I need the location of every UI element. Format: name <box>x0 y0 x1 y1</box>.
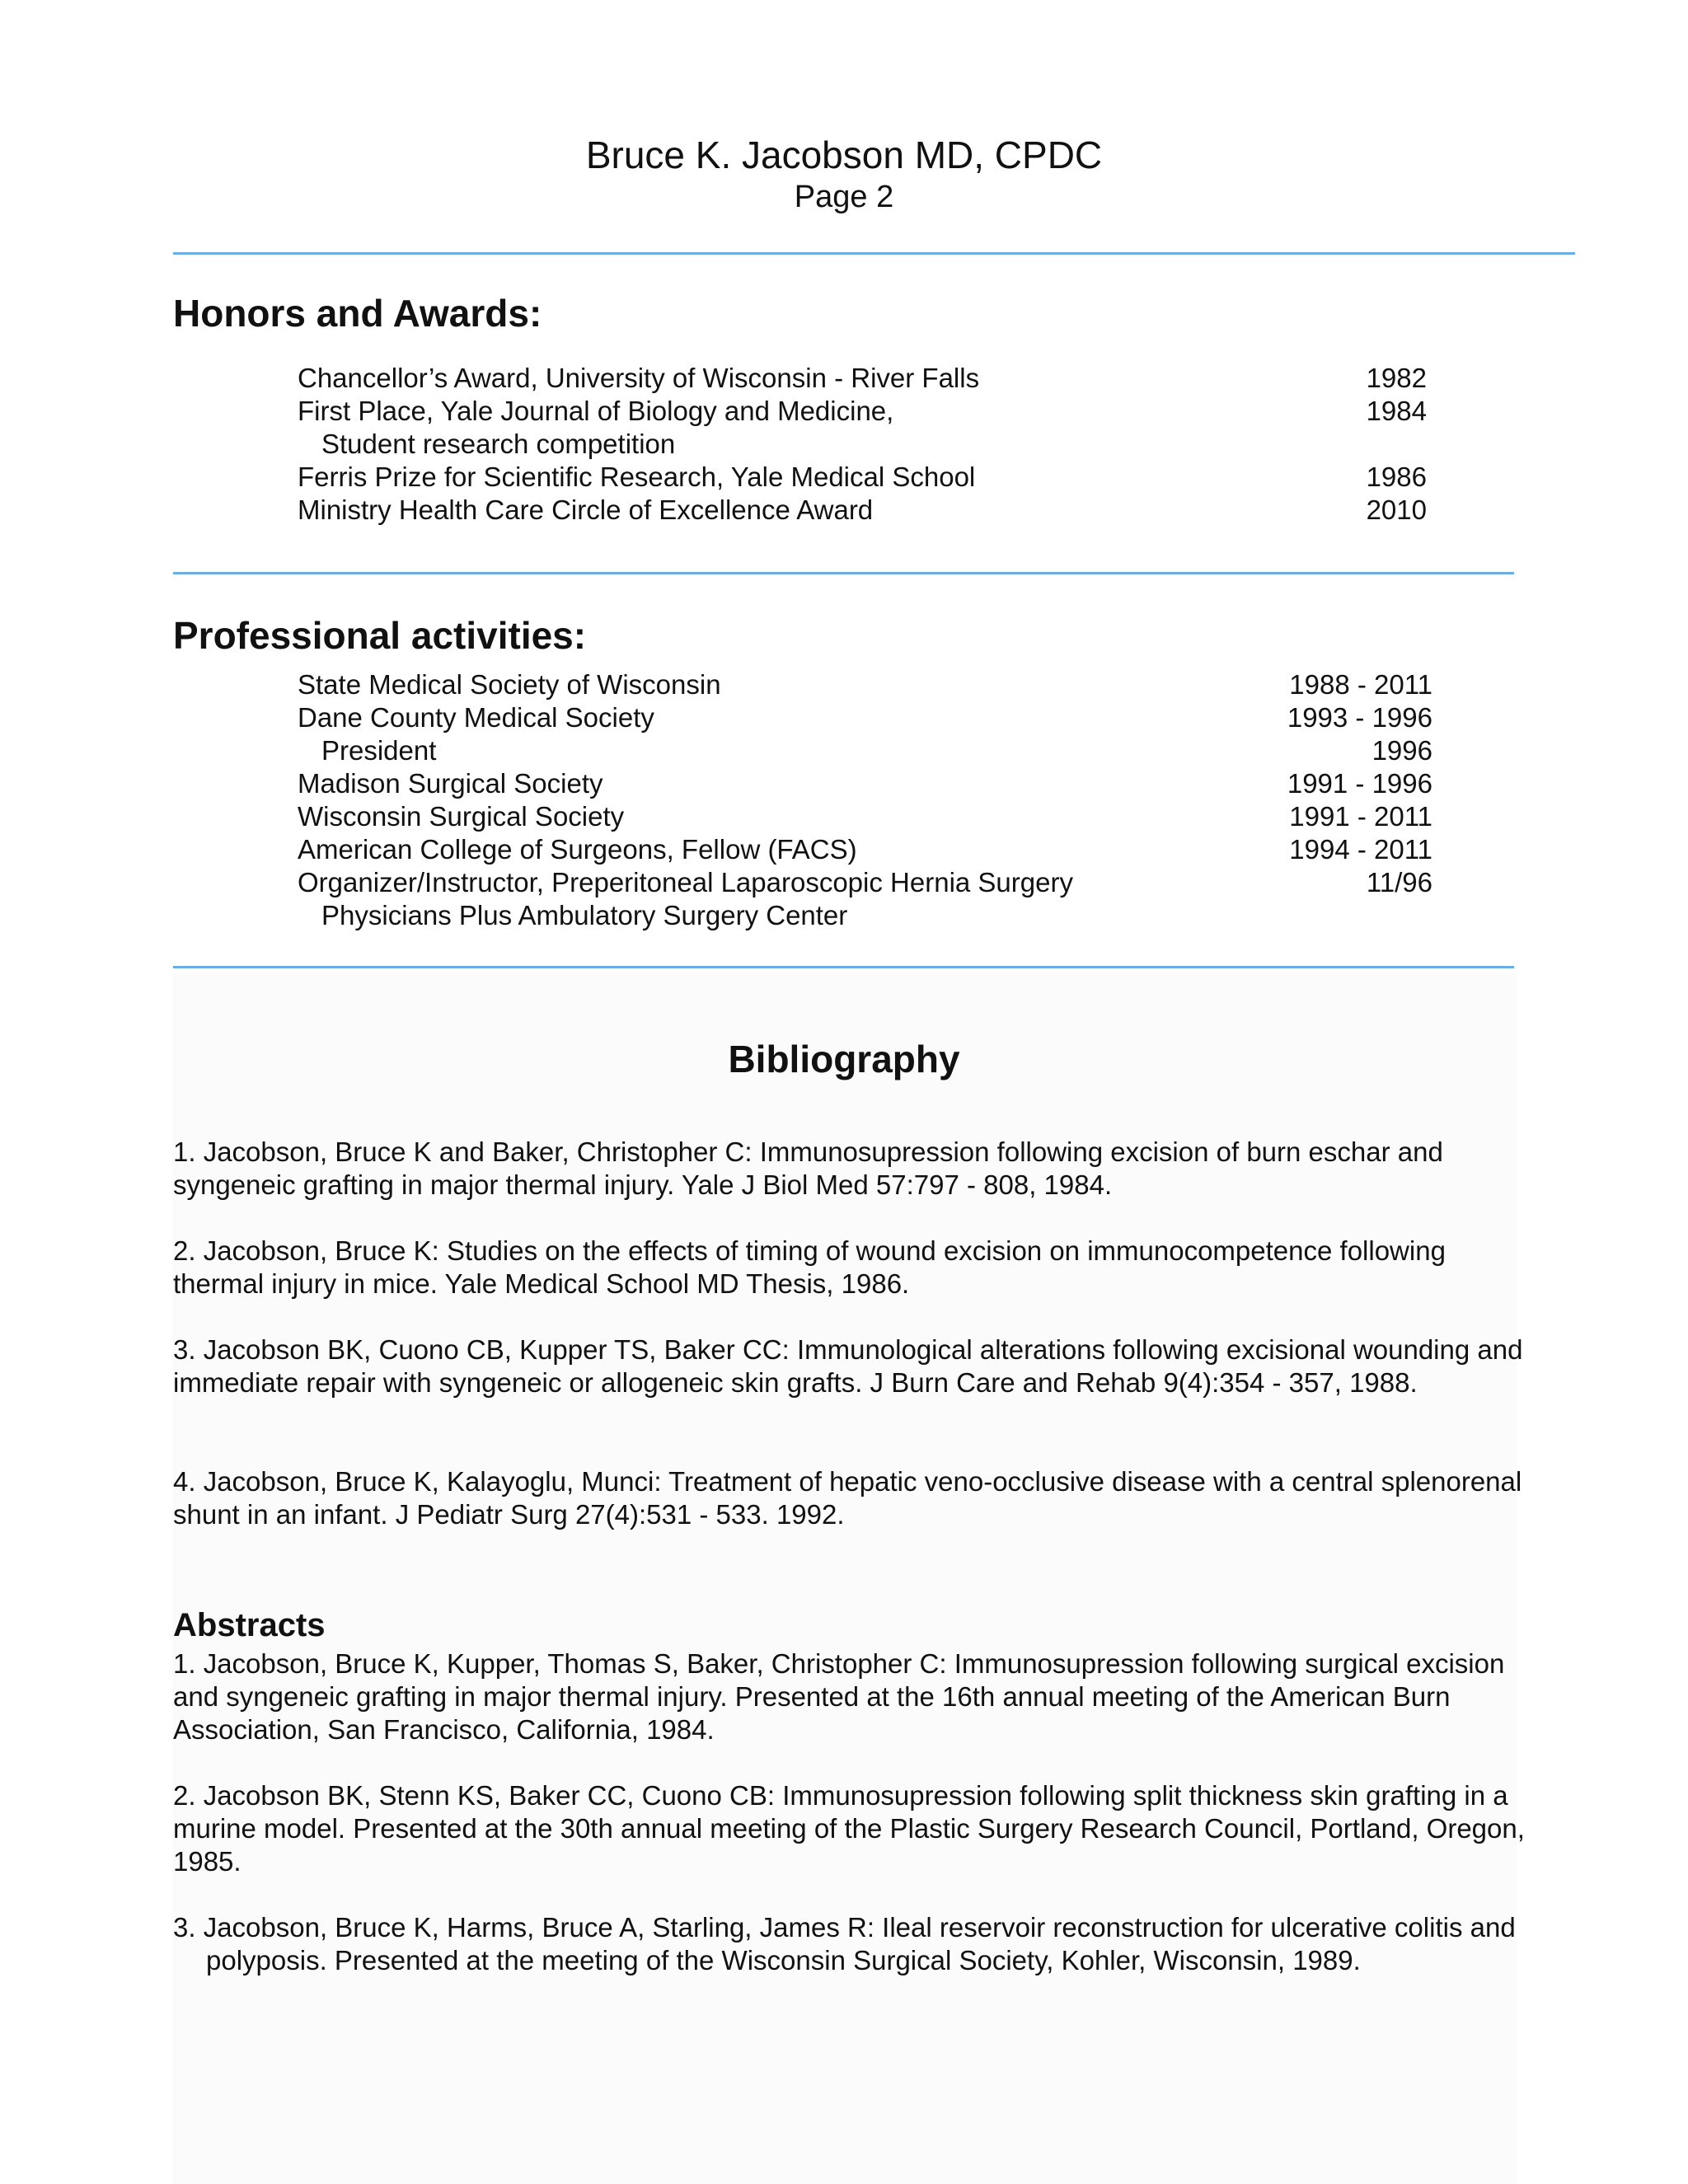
abstract-item: 1. Jacobson, Bruce K, Kupper, Thomas S, Baker, Christopher C: Immunosupression following surgical excision and syngeneic grafting in major thermal injury. Presented at the 16th annual meeting of the American Burn Association, San Francisco, California, 1984. <box>173 1648 1505 1745</box>
list-item <box>298 668 1432 701</box>
abstract-item: 2. Jacobson BK, Stenn KS, Baker CC, Cuono CB: Immunosupression following split thickness skin grafting in a murine model. Presented at the 30th annual meeting of the Plastic Surgery Research Council, Portland, Oregon, 1985. <box>173 1780 1525 1877</box>
honor-year: 1982 <box>1366 363 1427 393</box>
abstract-item: 3. Jacobson, Bruce K, Harms, Bruce A, Starling, James R: Ileal reservoir reconstruction for ulcerative colitis and polyposis. Presented at the meeting of the Wisconsin Surgical Society, Kohler, Wisconsin, 1989. <box>173 1912 1516 1975</box>
activity-years: 1993 - 1996 <box>1287 702 1432 733</box>
header-divider <box>173 252 1575 255</box>
activity-years: 1996 <box>1372 735 1432 766</box>
abstracts-title: Abstracts <box>173 1607 326 1643</box>
activity-text: Wisconsin Surgical Society <box>298 801 625 832</box>
list-item <box>298 734 1432 767</box>
bibliography-item: 2. Jacobson, Bruce K: Studies on the effects of timing of wound excision on immunocompetence following thermal injury in mice. Yale Medical School MD Thesis, 1986. <box>173 1235 1446 1299</box>
honor-year: 2010 <box>1366 494 1427 525</box>
activity-text: Dane County Medical Society <box>298 702 654 733</box>
honor-text: Ministry Health Care Circle of Excellence Award <box>298 494 874 525</box>
activity-years: 1991 - 2011 <box>1289 801 1432 832</box>
list-item <box>298 494 1427 527</box>
activity-years: 1988 - 2011 <box>1289 669 1432 700</box>
author-name: Bruce K. Jacobson MD, CPDC <box>585 134 1103 176</box>
honor-text: Student research competition <box>321 429 676 459</box>
activity-years: 11/96 <box>1366 867 1432 898</box>
bibliography-item: 4. Jacobson, Bruce K, Kalayoglu, Munci: Treatment of hepatic veno-occlusive disease with a central splenorenal shunt in an infant. J Pediatr Surg 27(4):531 - 533. 1992. <box>173 1466 1522 1530</box>
bibliography-item: 3. Jacobson BK, Cuono CB, Kupper TS, Baker CC: Immunological alterations following excisional wounding and immediate repair with syngeneic or allogeneic skin grafts. J Burn Care and Rehab 9(4):354 - 357, 1988. <box>173 1334 1523 1398</box>
activities-list <box>298 668 1432 932</box>
activity-text: Madison Surgical Society <box>298 768 603 799</box>
activity-text: Physicians Plus Ambulatory Surgery Center <box>321 900 848 930</box>
honor-year: 1984 <box>1366 396 1427 426</box>
bibliography-title: Bibliography <box>728 1038 960 1080</box>
list-item <box>298 833 1432 866</box>
list-item <box>298 701 1432 734</box>
honor-text: Chancellor’s Award, University of Wisconsin - River Falls <box>298 363 980 393</box>
honors-divider <box>173 572 1514 574</box>
bibliography-item: 1. Jacobson, Bruce K and Baker, Christopher C: Immunosupression following excision of burn eschar and syngeneic grafting in major thermal injury. Yale J Biol Med 57:797 - 808, 1984. <box>173 1137 1443 1200</box>
activity-text: State Medical Society of Wisconsin <box>298 669 721 700</box>
honors-title: Honors and Awards: <box>173 292 542 335</box>
list-item <box>298 866 1432 899</box>
honor-text: Ferris Prize for Scientific Research, Yale Medical School <box>298 462 976 492</box>
list-item <box>298 362 1427 395</box>
activities-title: Professional activities: <box>173 614 587 657</box>
list-item <box>298 800 1432 833</box>
list-item <box>298 428 1427 461</box>
page-number: Page 2 <box>794 180 894 214</box>
honor-text: First Place, Yale Journal of Biology and Medicine, <box>298 396 894 426</box>
honor-year: 1986 <box>1366 462 1427 492</box>
activity-text: Organizer/Instructor, Preperitoneal Laparoscopic Hernia Surgery <box>298 867 1073 898</box>
honors-list <box>298 362 1427 527</box>
list-item <box>298 767 1432 800</box>
list-item <box>298 461 1427 494</box>
activity-text: President <box>321 735 437 766</box>
activity-text: American College of Surgeons, Fellow (FACS) <box>298 834 857 865</box>
activities-divider <box>173 966 1514 968</box>
list-item <box>298 899 1432 932</box>
activity-years: 1994 - 2011 <box>1289 834 1432 865</box>
activity-years: 1991 - 1996 <box>1287 768 1432 799</box>
list-item <box>298 395 1427 428</box>
page-header <box>0 132 1688 216</box>
